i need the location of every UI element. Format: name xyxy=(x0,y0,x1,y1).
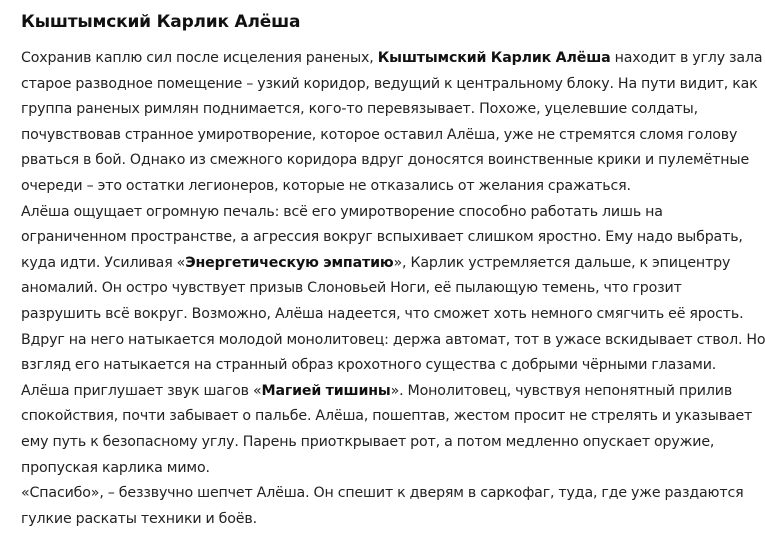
text-line xyxy=(21,97,697,123)
text-run: гулкие раскаты техники и боёв. xyxy=(21,510,257,527)
bold-text: Магией тишины xyxy=(261,382,391,399)
text-line xyxy=(21,404,753,430)
text-line xyxy=(21,430,715,456)
text-run: спокойствия, почти забывает о пальбе. Алёша, пошептав, жестом просит не стрелять и указывает xyxy=(21,408,753,425)
text-line xyxy=(21,200,697,226)
text-run: ему путь к безопасному углу. Парень приоткрывает рот, а потом медленно опускает оружие, xyxy=(21,433,715,450)
text-run: Вдруг на него натыкается молодой монолитовец: держа автомат, тот в ужасе вскидывает ствол. Но xyxy=(21,331,765,348)
article-title: Кыштымский Карлик Алёша xyxy=(21,12,301,32)
text-line xyxy=(21,72,758,98)
text-line xyxy=(21,507,697,533)
text-run: Алёша приглушает звук шагов « xyxy=(21,382,262,399)
text-run: «Спасибо», – беззвучно шепчет Алёша. Он спешит к дверям в саркофаг, туда, где уже раздаются xyxy=(21,485,744,502)
text-run: старое разводное помещение – узкий коридор, ведущий к центральному блоку. На пути видит, как xyxy=(21,75,758,92)
text-line xyxy=(21,251,731,277)
text-run: Алёша ощущает огромную печаль: всё его умиротворение способно работать лишь на xyxy=(21,203,663,220)
text-line xyxy=(21,481,744,507)
text-line xyxy=(21,328,765,354)
text-run: находит в углу зала xyxy=(610,50,763,66)
text-line xyxy=(21,148,750,174)
text-line xyxy=(21,302,744,328)
text-line xyxy=(21,379,733,405)
text-line xyxy=(21,46,763,72)
text-run: рваться в бой. Однако из смежного коридора вдруг доносятся воинственные крики и пулемётные xyxy=(21,152,750,169)
text-run: взгляд его натыкается на странный образ крохотного существа с добрыми чёрными глазами. xyxy=(21,357,717,374)
text-run: очереди – это остатки легионеров, которые не отказались от желания сражаться. xyxy=(21,177,631,194)
text-line xyxy=(21,353,717,379)
text-line xyxy=(21,456,697,482)
text-run: почувствовав странное умиротворение, которое оставил Алёша, уже не стремятся сломя голову xyxy=(21,126,738,143)
text-run: ограниченном пространстве, а агрессия вокруг вспыхивает слишком яростно. Ему надо выбрать, xyxy=(21,229,743,246)
text-run: пропуская карлика мимо. xyxy=(21,459,210,476)
text-run: аномалий. Он остро чувствует призыв Слоновьей Ноги, её пылающую темень, что грозит xyxy=(21,280,682,297)
text-run: », Карлик устремляется дальше, к эпицентру xyxy=(393,254,731,271)
text-line xyxy=(21,174,697,200)
bold-text: Кыштымский Карлик Алёша xyxy=(377,50,611,66)
text-run: разрушить всё вокруг. Возможно, Алёша надеется, что сможет хоть немного смягчить её ярость. xyxy=(21,305,744,322)
text-line xyxy=(21,276,697,302)
bold-text: Энергетическую эмпатию xyxy=(185,254,394,271)
text-run: группа раненых римлян поднимается, кого-то перевязывает. Похоже, уцелевшие солдаты, xyxy=(21,101,698,118)
text-line xyxy=(21,225,743,251)
text-line xyxy=(21,123,738,149)
text-run: ». Монолитовец, чувствуя непонятный прилив xyxy=(390,382,733,399)
article-body xyxy=(21,46,765,532)
text-run: Сохранив каплю сил после исцеления раненых, xyxy=(21,50,378,66)
text-run: куда идти. Усиливая « xyxy=(21,254,186,271)
